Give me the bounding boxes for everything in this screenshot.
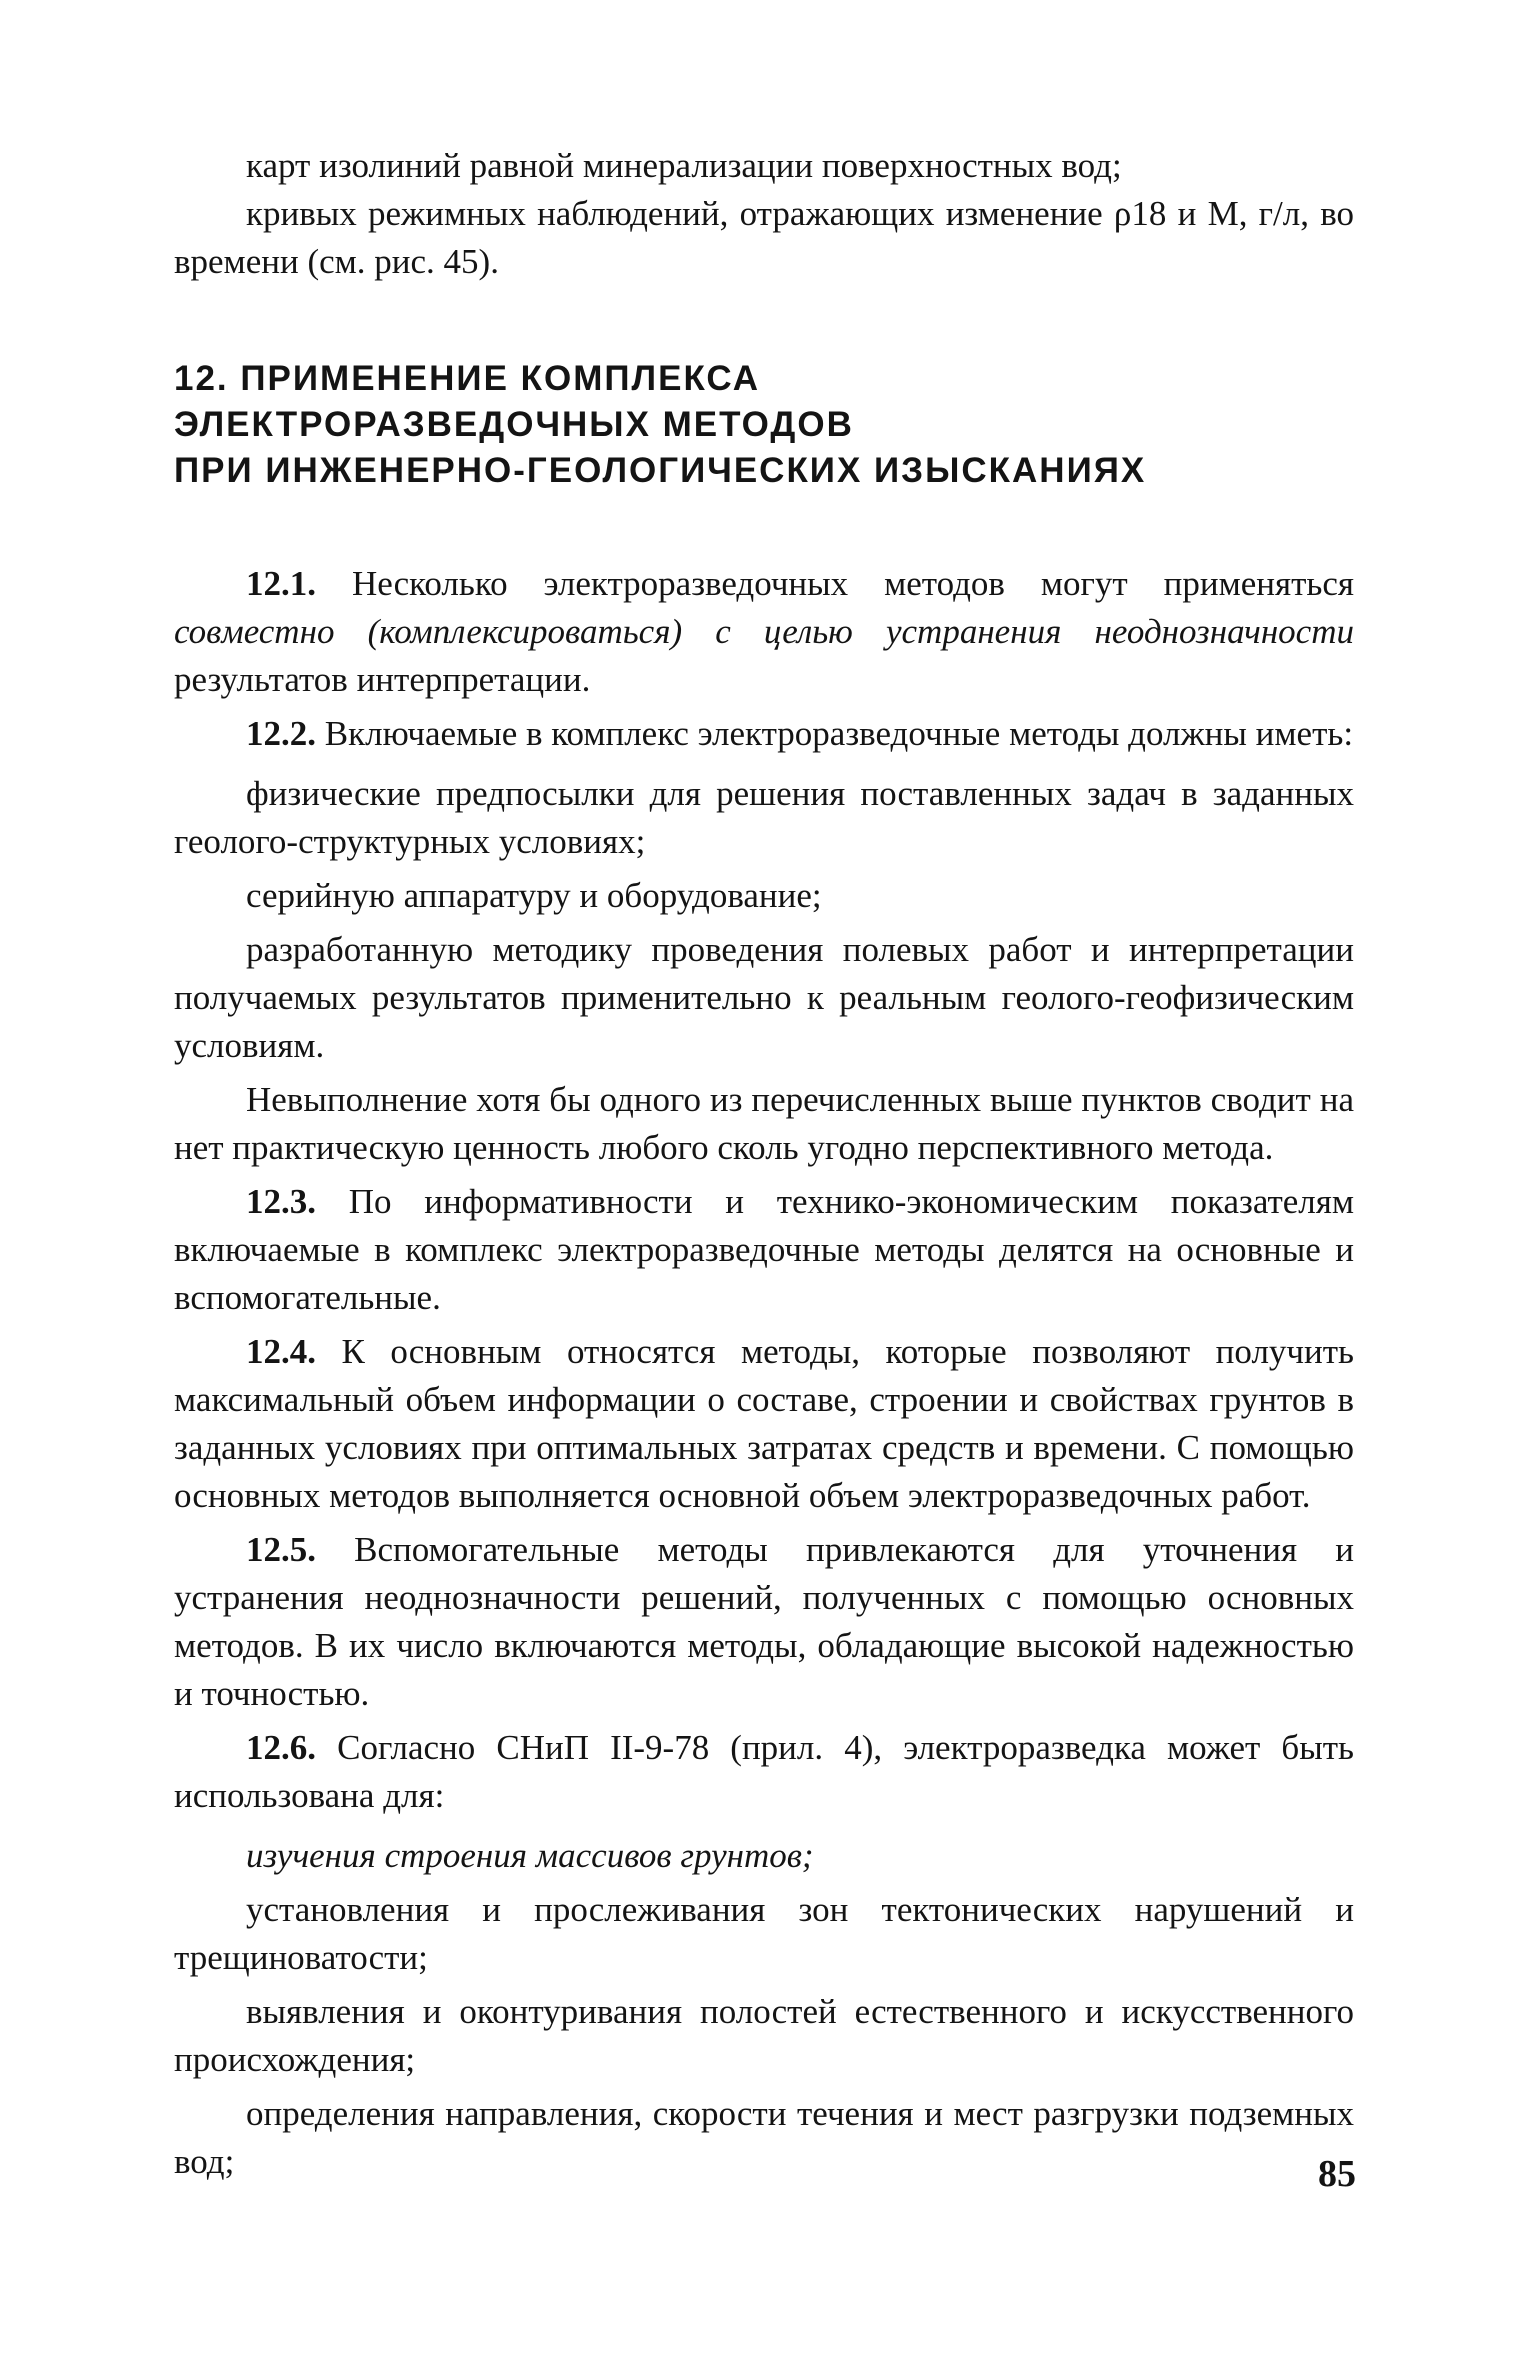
paragraph-number: 12.4.	[246, 1332, 316, 1371]
heading-line-2: ЭЛЕКТРОРАЗВЕДОЧНЫХ МЕТОДОВ	[174, 405, 854, 444]
paragraph-12-4	[174, 1328, 1354, 1520]
paragraph-number: 12.3.	[246, 1182, 316, 1221]
paragraph-12-5	[174, 1526, 1354, 1718]
list-item: определения направления, скорости течения и мест разгрузки подземных вод;	[174, 2094, 1354, 2181]
paragraph-number: 12.2.	[246, 714, 316, 753]
document-page	[174, 142, 1354, 2186]
paragraph-text: Согласно СНиП II-9-78 (прил. 4), электроразведка может быть использована для:	[174, 1728, 1355, 1815]
paragraph-text: По информативности и технико-экономическим показателям включаемые в комплекс электроразведочные методы делятся на основные и вспомогательные.	[174, 1182, 1355, 1317]
paragraph-number: 12.6.	[246, 1728, 316, 1767]
list-item: выявления и оконтуривания полостей естественного и искусственного происхождения;	[174, 1992, 1354, 2079]
paragraph-text: Вспомогательные методы привлекаются для уточнения и устранения неоднозначности решений, полученных с помощью основных методов. В их число включаются методы, обладающие высокой надежностью и точностью.	[174, 1530, 1355, 1713]
paragraph-text: К основным относятся методы, которые позволяют получить максимальный объем информации о составе, строении и свойствах грунтов в заданных условиях при оптимальных затратах средств и времени. С помощью основных методов выполняется основной объем электроразведочных работ.	[174, 1332, 1355, 1515]
paragraph-12-1	[174, 560, 1354, 704]
paragraph-12-3	[174, 1178, 1354, 1322]
intro-line-1: карт изолиний равной минерализации поверхностных вод;	[246, 146, 1122, 185]
list-item: разработанную методику проведения полевых работ и интерпретации получаемых результатов применительно к реальным геолого-геофизическим условиям.	[174, 930, 1354, 1065]
page-number: 85	[1318, 2153, 1356, 2195]
list-item: изучения строения массивов грунтов;	[246, 1836, 814, 1875]
paragraph-12-6	[174, 1724, 1354, 1820]
heading-line-1: 12. ПРИМЕНЕНИЕ КОМПЛЕКСА	[174, 359, 761, 398]
paragraph-number: 12.1.	[246, 564, 316, 603]
paragraph-text: Включаемые в комплекс электроразведочные методы должны иметь:	[324, 714, 1354, 753]
paragraph-text: Несколько электроразведочных методов могут применяться	[351, 564, 1354, 603]
list-item: установления и прослеживания зон тектонических нарушений и трещиноватости;	[174, 1890, 1354, 1977]
list-item: физические предпосылки для решения поставленных задач в заданных геолого-структурных условиях;	[174, 774, 1354, 861]
paragraph-12-2	[174, 710, 1354, 758]
list-item: серийную аппаратуру и оборудование;	[246, 876, 822, 915]
section-heading	[174, 356, 1354, 494]
paragraph-number: 12.5.	[246, 1530, 316, 1569]
paragraph-note: Невыполнение хотя бы одного из перечисленных выше пунктов сводит на нет практическую ценность любого сколь угодно перспективного метода.	[174, 1080, 1354, 1167]
paragraph-italic-text: совместно (комплексироваться) с целью устранения неоднозначности	[174, 612, 1354, 651]
paragraph-text: результатов интерпретации.	[174, 660, 591, 699]
intro-line-2: кривых режимных наблюдений, отражающих изменение ρ18 и М, г/л, во времени (см. рис. 45).	[174, 194, 1354, 281]
heading-line-3: ПРИ ИНЖЕНЕРНО-ГЕОЛОГИЧЕСКИХ ИЗЫСКАНИЯХ	[174, 451, 1147, 490]
